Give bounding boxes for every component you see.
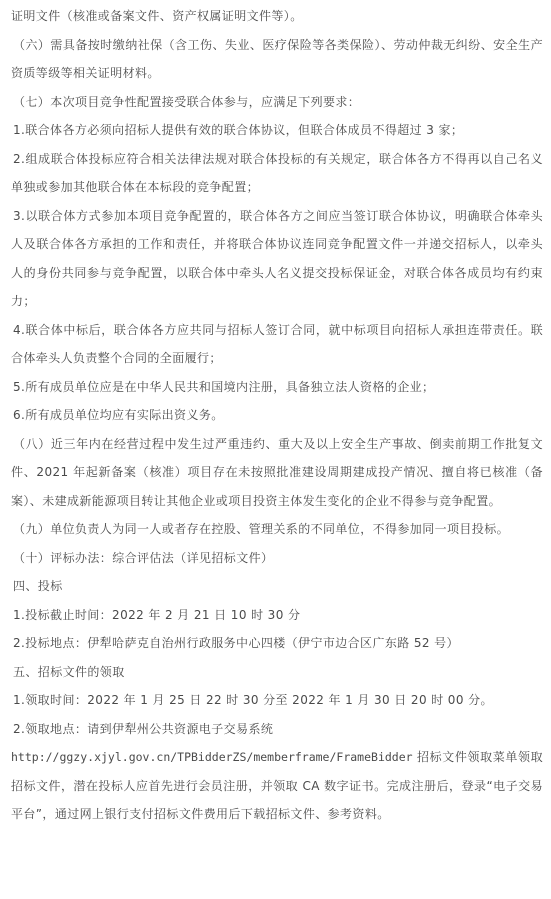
section-heading-bidding: 四、投标 (13, 579, 63, 593)
paragraph-collection-time: 1.领取时间：2022 年 1 月 25 日 22 时 30 分至 2022 年 1 月 30 日 20 时 00 分。 (13, 693, 493, 707)
paragraph-bid-deadline: 1.投标截止时间：2022 年 2 月 21 日 10 时 30 分 (13, 607, 301, 622)
paragraph-item-7: （七）本次项目竞争性配置接受联合体参与，应满足下列要求： (13, 94, 361, 109)
paragraph-consortium-2: 2.组成联合体投标应符合相关法律法规对联合体投标的有关规定，联合体各方不得再以自己名义单独或参加其他联合体在本标段的竞争配置； (11, 151, 543, 194)
system-url-link[interactable]: http://ggzy.xjyl.gov.cn/TPBidderZS/memberframe/FrameBidder (11, 750, 413, 764)
section-heading-document-collection: 五、招标文件的领取 (13, 664, 125, 679)
paragraph-item-8: （八）近三年内在经营过程中发生过严重违约、重大及以上安全生产事故、倒卖前期工作批复文件、2021 年起新备案（核准）项目存在未按照批准建设周期建成投产情况、擅自将已核准（备案）、未建成新能源项目转让其他企业或项目投资主体发生变化的企业不得参与竞争配置。 (11, 436, 543, 508)
paragraph-consortium-6: 6.所有成员单位均应有实际出资义务。 (13, 408, 224, 422)
paragraph-collection-place: 2.领取地点：请到伊犁州公共资源电子交易系统 (13, 721, 274, 736)
paragraph-consortium-5: 5.所有成员单位应是在中华人民共和国境内注册，具备独立法人资格的企业； (13, 379, 435, 394)
paragraph-collection-instructions (11, 743, 543, 829)
collection-instructions-text: 招标文件领取菜单领取招标文件，潜在投标人应首先进行会员注册，并领取 CA 数字证书。完成注册后，登录“电子交易平台”，通过网上银行支付招标文件费用后下载招标文件、参考资料。 (11, 750, 543, 821)
paragraph-consortium-1: 1.联合体各方必须向招标人提供有效的联合体协议，但联合体成员不得超过 3 家； (13, 123, 464, 137)
paragraph-consortium-3: 3.以联合体方式参加本项目竞争配置的，联合体各方之间应当签订联合体协议，明确联合体牵头人及联合体各方承担的工作和责任，并将联合体协议连同竞争配置文件一并递交招标人，以牵头人的身份共同参与竞争配置，以联合体中牵头人名义提交投标保证金，对联合体各成员均有约束力； (11, 208, 543, 308)
paragraph-consortium-4: 4.联合体中标后，联合体各方应共同与招标人签订合同，就中标项目向招标人承担连带责任。联合体牵头人负责整个合同的全面履行； (11, 322, 543, 365)
paragraph-item-9: （九）单位负责人为同一人或者存在控股、管理关系的不同单位，不得参加同一项目投标。 (13, 522, 510, 536)
paragraph-proof-documents: 证明文件（核准或备案文件、资产权属证明文件等）。 (11, 9, 303, 23)
paragraph-item-10: （十）评标办法：综合评估法（详见招标文件） (13, 550, 274, 565)
paragraph-bid-location: 2.投标地点：伊犁哈萨克自治州行政服务中心四楼（伊宁市边合区广东路 52 号） (13, 636, 459, 650)
paragraph-item-6: （六）需具备按时缴纳社保（含工伤、失业、医疗保险等各类保险）、劳动仲裁无纠纷、安全生产资质等级等相关证明材料。 (11, 37, 543, 80)
